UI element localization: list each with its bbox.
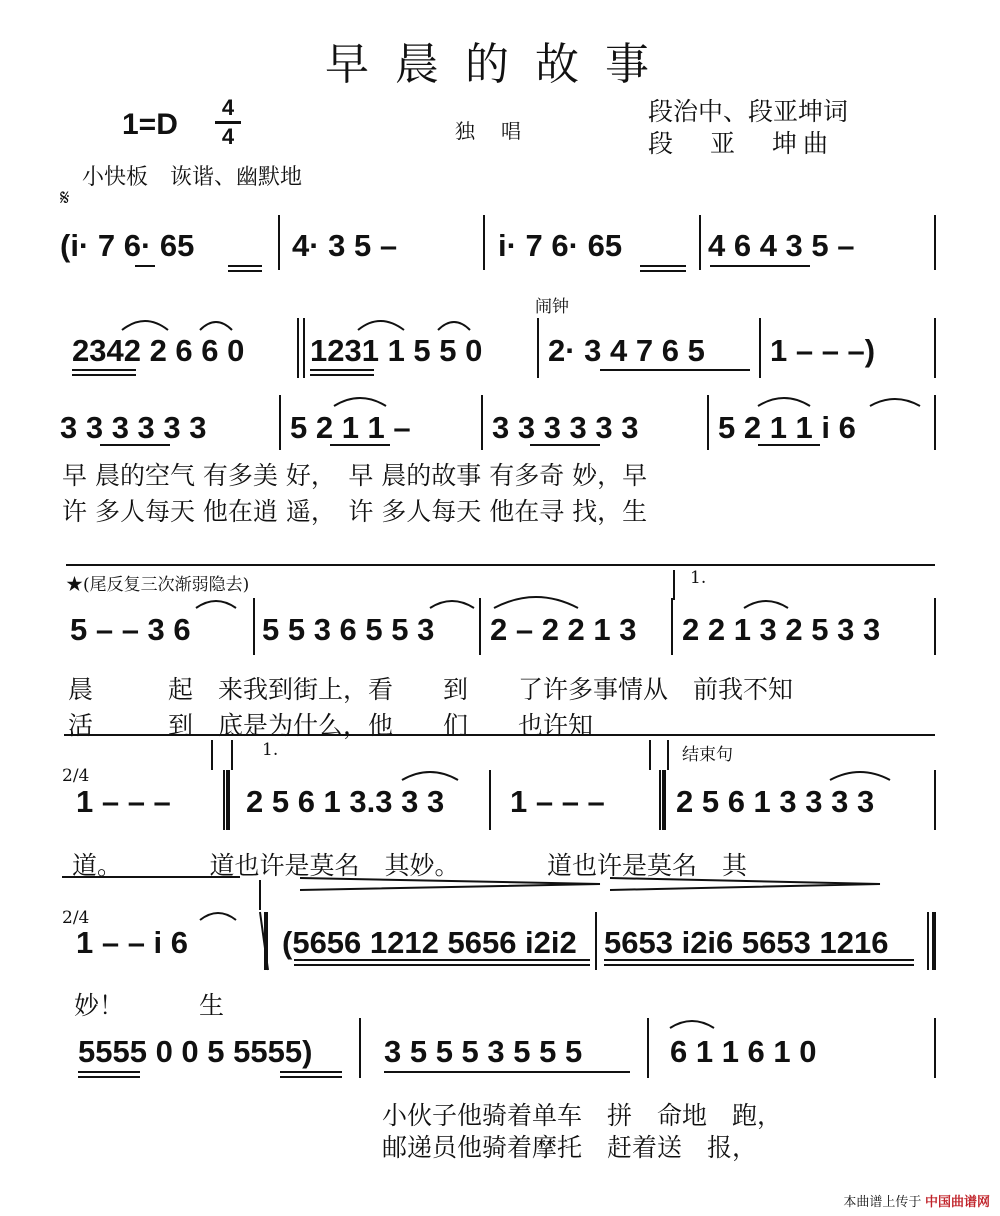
slur	[122, 321, 168, 330]
lyrics-verse-1: 道。 道也许是莫名 其妙。 道也许是莫名 其	[72, 851, 748, 880]
measure-notes: 3 5 5 5 3 5 5 5	[384, 1034, 583, 1069]
alarm-clock-annotation: 闹钟	[535, 297, 569, 317]
measure-notes: 2 5 6 1 3.3 3 3	[246, 784, 445, 819]
slur	[744, 601, 788, 608]
measure-notes: 2 5 6 1 3 3 3 3	[676, 784, 875, 819]
song-title: 早晨的故事	[325, 39, 675, 90]
watermark-prefix: 本曲谱上传于	[843, 1194, 922, 1209]
slur	[196, 601, 236, 608]
measure-notes: 4· 3 5 –	[292, 228, 398, 263]
measure-notes: 5 2 1 1 i 6	[718, 410, 856, 445]
slur	[670, 1021, 714, 1028]
slur	[200, 913, 236, 920]
measure-notes: 3 3 3 3 3 3	[492, 410, 639, 445]
key-signature: 1=D	[122, 108, 178, 141]
measure-notes: (i· 7 6· 65	[60, 228, 195, 263]
lyrics-verse-2: 许 多人每天 他在逍 遥， 许 多人每天 他在寻 找，生	[62, 497, 648, 526]
measure-notes: 5 2 1 1 –	[290, 410, 411, 445]
slur	[334, 398, 386, 406]
slur	[758, 398, 810, 406]
lyricist-credit: 段治中、段亚坤词	[648, 97, 849, 126]
tempo-marking: 小快板 诙谐、幽默地	[82, 165, 303, 190]
time-signature-top: 4	[221, 95, 235, 120]
time-change: 2/4	[62, 766, 90, 786]
measure-notes: 1 – – –	[510, 784, 605, 819]
measure-notes: 2 – 2 2 1 3	[490, 612, 637, 647]
measure-notes: 1 – – –	[76, 784, 171, 819]
lyrics-verse-1: 早 晨的空气 有多美 好， 早 晨的故事 有多奇 妙，早	[62, 461, 648, 490]
slur	[402, 772, 458, 780]
decrescendo-hairpin	[610, 878, 880, 890]
slur	[358, 321, 404, 330]
slur	[830, 772, 890, 780]
slur	[200, 322, 232, 330]
measure-notes: 1231 1 5 5 0	[310, 333, 483, 368]
time-change: 2/4	[62, 908, 90, 928]
time-signature-bottom: 4	[221, 124, 235, 149]
measure-notes: 2 2 1 3 2 5 3 3	[682, 612, 881, 647]
slur	[438, 322, 470, 330]
lyrics-verse-1: 晨 起 来我到街上，看 到 了许多事情从 前我不知	[68, 675, 794, 704]
lyrics-verse-2: 活 到 底是为什么，他 们 也许知	[68, 711, 594, 740]
repeat-annotation: ★(尾反复三次渐弱隐去)	[66, 575, 250, 595]
performance-type: 独唱	[455, 119, 547, 143]
measure-notes: 6 1 1 6 1 0	[670, 1034, 817, 1069]
measure-notes: 2· 3 4 7 6 5	[548, 333, 705, 368]
lyrics-verse-1: 小伙子他骑着单车 拼 命地 跑，	[382, 1101, 783, 1130]
segno-sign: 𝄋	[60, 186, 70, 211]
lyrics-verse-2: 邮递员他骑着摩托 赶着送 报，	[382, 1133, 758, 1162]
measure-notes: 5555 0 0 5 5555)	[78, 1034, 313, 1069]
measure-notes: 5 5 3 6 5 5 3	[262, 612, 435, 647]
volta-first-ending: 1.	[262, 740, 279, 760]
measure-notes: 5653 i2i6 5653 1216	[604, 925, 889, 960]
slur	[494, 597, 578, 608]
measure-notes: 1 – – i 6	[76, 925, 189, 960]
slur	[430, 601, 474, 608]
measure-notes: i· 7 6· 65	[498, 228, 623, 263]
lyrics-verse-1: 妙！ 生	[74, 991, 225, 1020]
measure-notes: 2342 2 6 6 0	[72, 333, 245, 368]
measure-notes: 3 3 3 3 3 3	[60, 410, 207, 445]
measure-notes: 5 – – 3 6	[70, 612, 191, 647]
ending-label: 结束句	[682, 745, 733, 765]
volta-first-ending: 1.	[690, 568, 707, 588]
measure-notes: 4 6 4 3 5 –	[708, 228, 855, 263]
slur	[870, 399, 920, 406]
watermark-brand: 中国曲谱网	[924, 1194, 990, 1209]
measure-notes: 1 – – –)	[770, 333, 876, 368]
measure-notes: (5656 1212 5656 i2i2	[282, 925, 577, 960]
composer-credit: 段 亚 坤曲	[648, 129, 835, 158]
crescendo-hairpin	[300, 878, 600, 890]
